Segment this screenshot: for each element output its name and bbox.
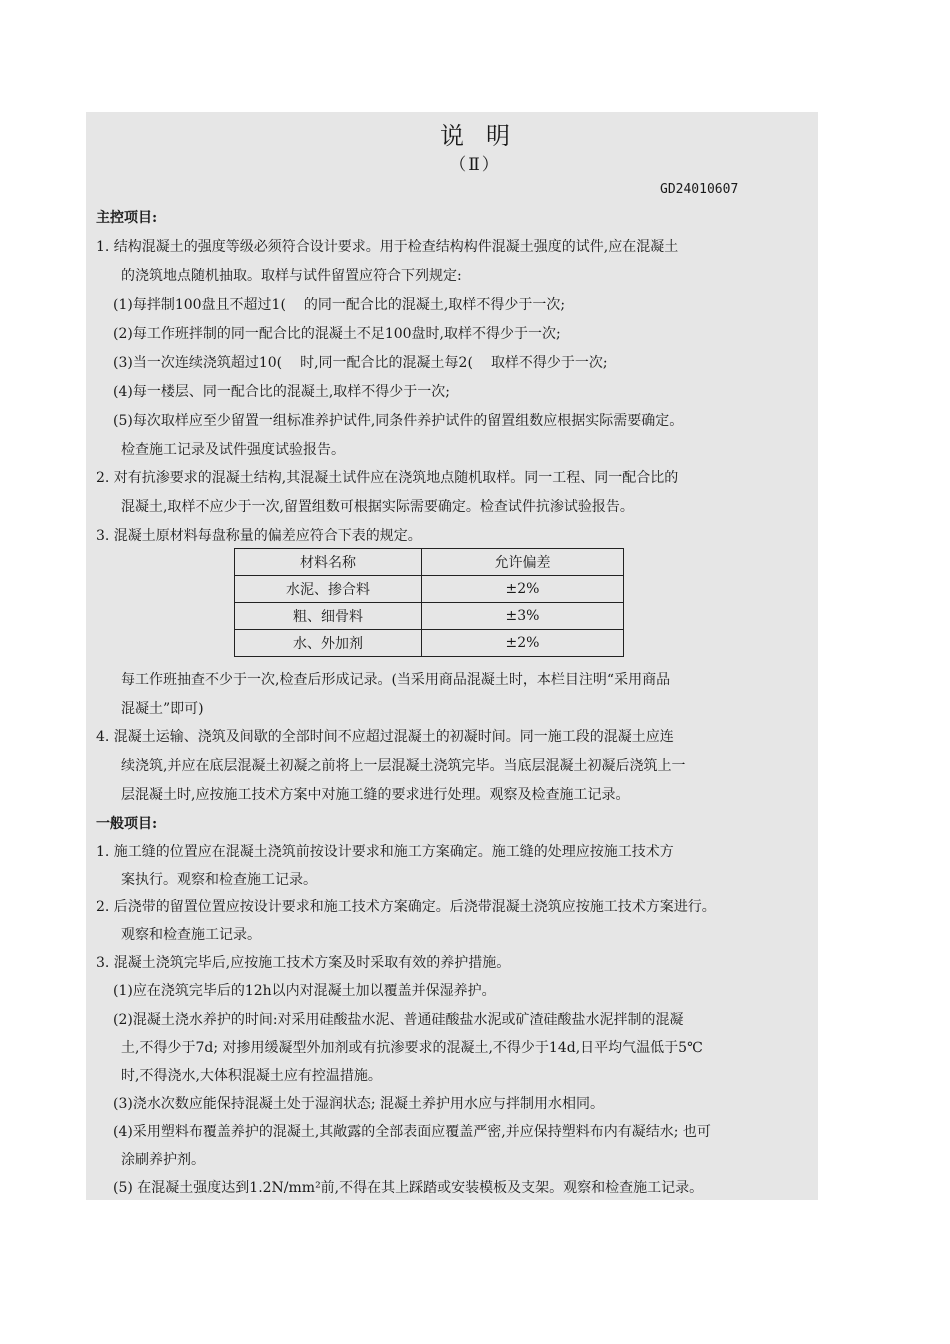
mc-item3-after2: 混凝土”即可) [121, 701, 204, 717]
document-subtitle: （Ⅱ） [449, 155, 501, 175]
gen-item1-line2: 案执行。观察和检查施工记录。 [121, 872, 317, 888]
mc-item1-sub3-b: 时,同一配合比的混凝土每2( [300, 355, 473, 371]
mc-item1-sub3-a: (3)当一次连续浇筑超过10( [113, 355, 283, 371]
table-row [235, 603, 624, 630]
mc-item1-sub2: (2)每工作班拌制的同一配合比的混凝土不足100盘时,取样不得少于一次; [113, 326, 561, 342]
mc-item4-line3: 层混凝土时,应按施工技术方案中对施工缝的要求进行处理。观察及检查施工记录。 [121, 787, 630, 803]
mc-item1-sub1-a: (1)每拌制100盘且不超过1( [113, 297, 286, 313]
gen-item3-line1: 3. 混凝土浇筑完毕后,应按施工技术方案及时采取有效的养护措施。 [96, 955, 511, 971]
table-header-material: 材料名称 [235, 549, 422, 576]
mc-item1-line1: 1. 结构混凝土的强度等级必须符合设计要求。用于检查结构构件混凝土强度的试件,应在混凝土 [96, 239, 679, 255]
main-control-heading: 主控项目: [96, 210, 158, 226]
mc-item1-sub4: (4)每一楼层、同一配合比的混凝土,取样不得少于一次; [113, 384, 450, 400]
mc-item1-sub5: (5)每次取样应至少留置一组标准养护试件,同条件养护试件的留置组数应根据实际需要确定。 [113, 413, 684, 429]
gen-item3-sub3: (3)浇水次数应能保持混凝土处于湿润状态; 混凝土养护用水应与拌制用水相同。 [113, 1096, 604, 1112]
mc-item3-line1: 3. 混凝土原材料每盘称量的偏差应符合下表的规定。 [96, 528, 422, 544]
mc-item1-check: 检查施工记录及试件强度试验报告。 [121, 442, 345, 458]
mc-item1-sub3 [113, 353, 608, 373]
mc-item2-line2: 混凝土,取样不应少于一次,留置组数可根据实际需要确定。检查试件抗渗试验报告。 [121, 499, 634, 515]
table-cell: 水、外加剂 [235, 630, 422, 657]
mc-item4-line1: 4. 混凝土运输、浇筑及间歇的全部时间不应超过混凝土的初凝时间。同一施工段的混凝土应连 [96, 729, 674, 745]
mc-item1-sub3-c: 取样不得少于一次; [490, 355, 608, 371]
mc-item1-sub1 [113, 295, 565, 315]
table-cell: ±2% [422, 576, 624, 603]
table-cell: ±2% [422, 630, 624, 657]
gen-item3-sub2c: 时,不得浇水,大体积混凝土应有控温措施。 [121, 1068, 382, 1084]
gen-item3-sub5: (5) 在混凝土强度达到1.2N/mm²前,不得在其上踩踏或安装模板及支架。观察和检查施工记录。 [113, 1180, 704, 1196]
table-row [235, 630, 624, 657]
gen-item1-line1: 1. 施工缝的位置应在混凝土浇筑前按设计要求和施工方案确定。施工缝的处理应按施工技术方 [96, 844, 674, 860]
gen-item3-sub2a: (2)混凝土浇水养护的时间:对采用硅酸盐水泥、普通硅酸盐水泥或矿渣硅酸盐水泥拌制的混凝 [113, 1012, 684, 1028]
general-heading: 一般项目: [96, 816, 158, 832]
table-row [235, 576, 624, 603]
gen-item2-line2: 观察和检查施工记录。 [121, 927, 261, 943]
mc-item4-line2: 续浇筑,并应在底层混凝土初凝之前将上一层混凝土浇筑完毕。当底层混凝土初凝后浇筑上一 [121, 758, 686, 774]
mc-item1-sub1-b: 的同一配合比的混凝土,取样不得少于一次; [303, 297, 566, 313]
table-cell: 粗、细骨料 [235, 603, 422, 630]
mc-item3-after1: 每工作班抽查不少于一次,检查后形成记录。(当采用商品混凝土时，本栏目注明“采用商品 [121, 672, 671, 688]
deviation-table [234, 548, 624, 657]
table-cell: ±3% [422, 603, 624, 630]
gen-item2-line1: 2. 后浇带的留置位置应按设计要求和施工技术方案确定。后浇带混凝土浇筑应按施工技术方案进行。 [96, 899, 716, 915]
mc-item2-line1: 2. 对有抗渗要求的混凝土结构,其混凝土试件应在浇筑地点随机取样。同一工程、同一配合比的 [96, 470, 679, 486]
table-cell: 水泥、掺合料 [235, 576, 422, 603]
gen-item3-sub2b: 土,不得少于7d; 对掺用缓凝型外加剂或有抗渗要求的混凝土,不得少于14d,日平均气温低于5℃ [121, 1040, 703, 1056]
document-title: 说明 [440, 122, 532, 150]
gen-item3-sub4b: 涂刷养护剂。 [121, 1152, 205, 1168]
table-header-row [235, 549, 624, 576]
mc-item1-line2: 的浇筑地点随机抽取。取样与试件留置应符合下列规定: [121, 268, 462, 284]
table-header-deviation: 允许偏差 [422, 549, 624, 576]
gen-item3-sub4a: (4)采用塑料布覆盖养护的混凝土,其敞露的全部表面应覆盖严密,并应保持塑料布内有凝结水; 也可 [113, 1124, 711, 1140]
document-code: GD24010607 [660, 182, 739, 197]
gen-item3-sub1: (1)应在浇筑完毕后的12h以内对混凝土加以覆盖并保湿养护。 [113, 983, 496, 999]
